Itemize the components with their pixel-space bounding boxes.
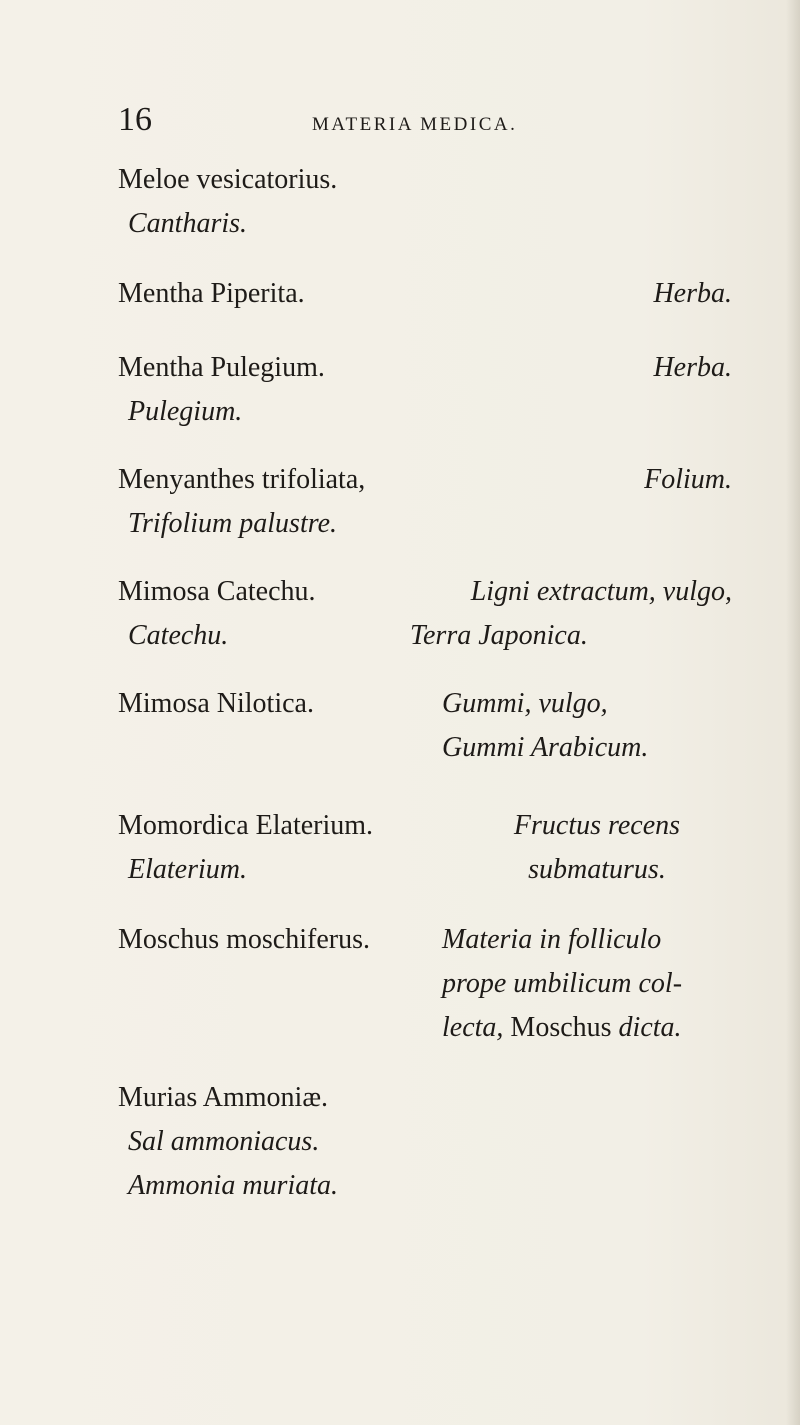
entry-name: Momordica Elaterium. xyxy=(118,810,374,841)
entry-menyanthes xyxy=(118,458,732,546)
entry-name: Moschus moschiferus. xyxy=(118,924,370,955)
entry-moschus xyxy=(118,918,732,1050)
entry-part-line-1: Ligni extractum, vulgo, xyxy=(470,576,732,607)
entry-mentha-piperita xyxy=(118,272,732,316)
entry-part-line-2: prope umbilicum col- xyxy=(442,968,683,999)
entry-part: Folium. xyxy=(644,464,732,495)
entry-part-line-1: Fructus recens xyxy=(513,810,681,841)
entry-synonym: Pulegium. xyxy=(128,396,243,427)
entry-part-tail: dicta. xyxy=(618,1012,682,1043)
entry-part: Herba. xyxy=(653,278,732,309)
entry-part-line-3 xyxy=(442,1006,732,1050)
entry-name: Menyanthes trifoliata, xyxy=(118,464,366,495)
entry-mimosa-nilotica xyxy=(118,682,732,770)
entry-name: Mentha Piperita. xyxy=(118,278,305,309)
entry-meloe xyxy=(118,158,732,246)
entry-part-italic: lecta, xyxy=(442,1012,504,1043)
entry-mentha-pulegium xyxy=(118,346,732,434)
entry-part-roman: Moschus xyxy=(510,1012,612,1043)
running-head: MATERIA MEDICA. xyxy=(312,114,518,135)
entry-name: Mimosa Catechu. xyxy=(118,576,316,607)
entry-name: Mentha Pulegium. xyxy=(118,352,325,383)
entry-synonym: Cantharis. xyxy=(128,208,248,239)
entry-mimosa-catechu xyxy=(118,570,732,658)
entry-synonym-1: Sal ammoniacus. xyxy=(128,1126,320,1157)
page-number: 16 xyxy=(118,101,152,138)
entry-momordica xyxy=(118,804,732,892)
page-edge-shadow xyxy=(786,0,800,1425)
entry-part-line-1: Gummi, vulgo, xyxy=(442,688,608,719)
entry-name: Murias Ammoniæ. xyxy=(118,1082,329,1113)
entry-part-line-2: Terra Japonica. xyxy=(410,620,588,651)
entry-part-line-1: Materia in folliculo xyxy=(442,924,662,955)
entry-part: Herba. xyxy=(653,352,732,383)
entry-synonym: Trifolium palustre. xyxy=(128,508,338,539)
entry-murias xyxy=(118,1076,732,1208)
entry-synonym-2: Ammonia muriata. xyxy=(128,1170,338,1201)
entry-part-line-2: submaturus. xyxy=(528,854,666,885)
entry-name: Mimosa Nilotica. xyxy=(118,688,314,719)
entry-part-line-2: Gummi Arabicum. xyxy=(442,732,649,763)
entry-synonym: Catechu. xyxy=(128,620,229,651)
entry-synonym: Elaterium. xyxy=(128,854,247,885)
entry-name: Meloe vesicatorius. xyxy=(118,164,338,195)
